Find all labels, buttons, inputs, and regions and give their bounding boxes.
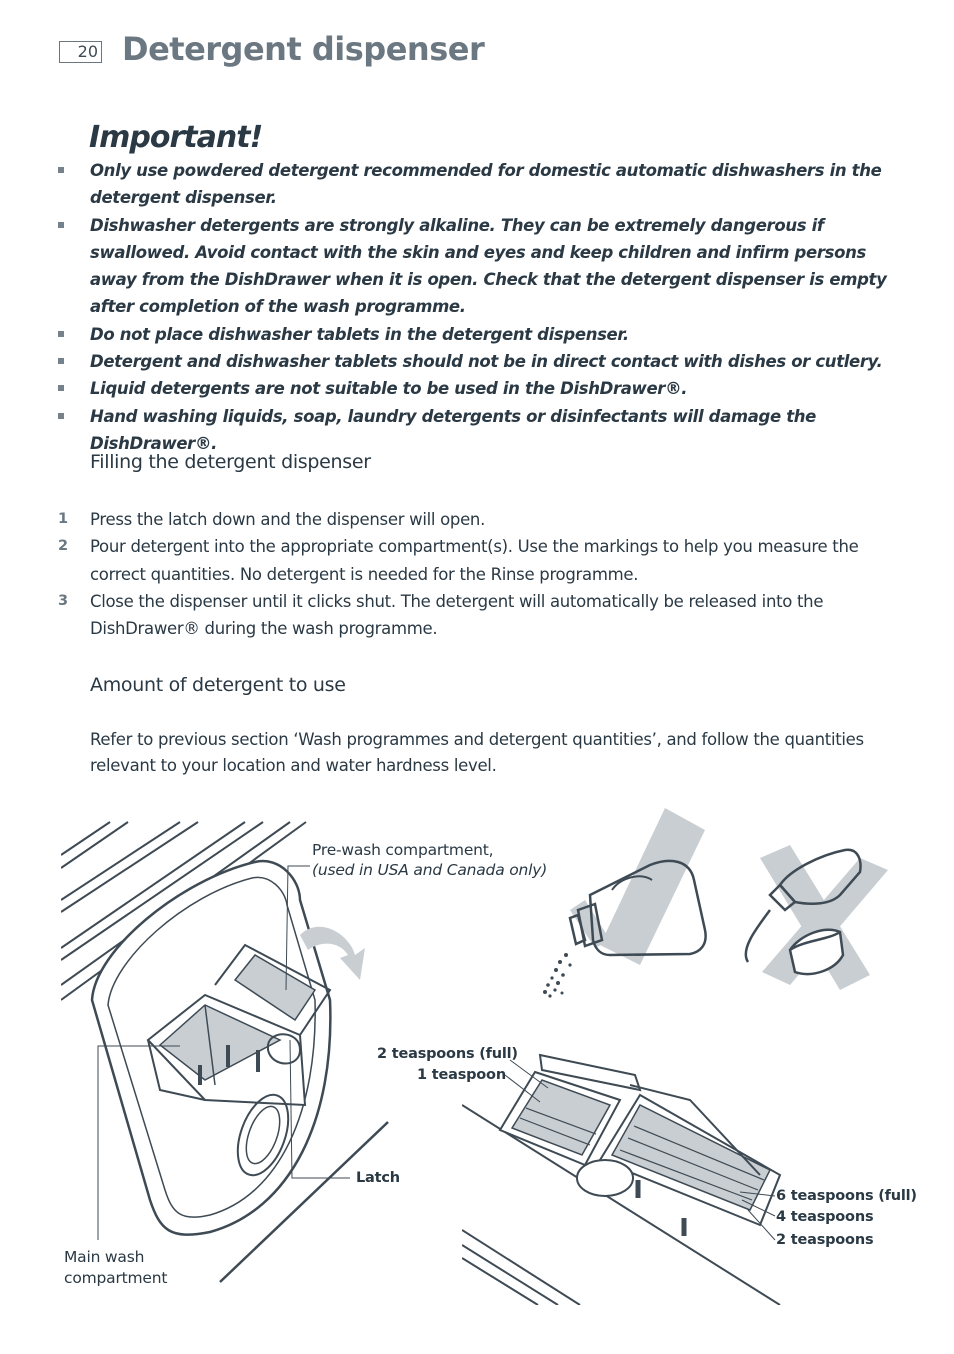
amount-heading: Amount of detergent to use xyxy=(90,674,346,696)
main-wash-label: Main wash xyxy=(64,1248,145,1266)
step-number: 3 xyxy=(58,592,68,609)
latch-label: Latch xyxy=(356,1170,400,1186)
step-number: 1 xyxy=(58,511,68,527)
important-item: Hand washing liquids, soap, laundry detergents or disinfectants will damage the DishDrawer®. xyxy=(58,403,908,458)
important-item: Liquid detergents are not suitable to be used in the DishDrawer®. xyxy=(58,375,908,402)
step-item: 2 Pour detergent into the appropriate compartment(s). Use the markings to help you measure the correct quantities. No detergent is needed for the Rinse programme. xyxy=(58,533,908,588)
page-title: Detergent dispenser xyxy=(122,30,485,68)
important-item: Dishwasher detergents are strongly alkaline. They can be extremely dangerous if swallowed. Avoid contact with the skin and eyes and keep children and infirm persons away from the DishDrawer when it is open. Check that the detergent dispenser is empty after completion of the wash programme. xyxy=(58,212,908,321)
prewash-label: Pre-wash compartment, xyxy=(312,841,494,859)
important-item: Do not place dishwasher tablets in the detergent dispenser. xyxy=(58,321,908,348)
step-item: 3 Close the dispenser until it clicks shut. The detergent will automatically be released into the DishDrawer® during the wash programme. xyxy=(58,588,908,643)
important-heading: Important! xyxy=(89,120,263,155)
dispenser-top-view xyxy=(462,1055,780,1305)
prewash-one-marking: 1 teaspoon xyxy=(417,1067,506,1083)
powder-bottle-approved xyxy=(543,808,706,998)
page-number: 20 xyxy=(59,41,102,63)
step-item: 1 Press the latch down and the dispenser will open. xyxy=(58,506,908,533)
prewash-full-marking: 2 teaspoons (full) xyxy=(377,1046,518,1062)
important-item: Only use powdered detergent recommended for domestic automatic dishwashers in the detergent dispenser. xyxy=(58,157,908,212)
powder-granules xyxy=(543,953,572,998)
filling-heading: Filling the detergent dispenser xyxy=(90,451,371,473)
liquid-and-tablet-not-allowed xyxy=(746,845,888,990)
important-item: Detergent and dishwasher tablets should not be in direct contact with dishes or cutlery. xyxy=(58,348,908,375)
open-dispenser-drawing xyxy=(61,822,388,1282)
amount-paragraph: Refer to previous section ‘Wash programmes and detergent quantities’, and follow the quantities relevant to your location and water hardness level. xyxy=(90,730,864,775)
step-number: 2 xyxy=(58,538,68,555)
main-six-marking: 6 teaspoons (full) xyxy=(776,1188,917,1204)
prewash-note: (used in USA and Canada only) xyxy=(312,861,548,879)
main-four-marking: 4 teaspoons xyxy=(776,1209,874,1225)
main-two-marking: 2 teaspoons xyxy=(776,1232,874,1248)
main-wash-label-cont: compartment xyxy=(64,1269,168,1287)
